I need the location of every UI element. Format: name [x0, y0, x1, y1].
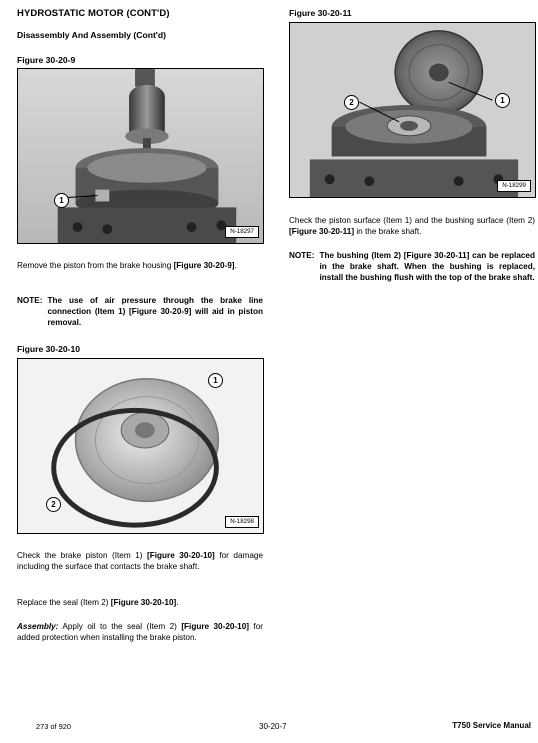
- figure-title-30-20-9: Figure 30-20-9: [17, 55, 76, 65]
- figure-title-30-20-10: Figure 30-20-10: [17, 344, 81, 354]
- paragraph-assembly: Assembly: Apply oil to the seal (Item 2) [Figure 30-20-10] for added protection when installing the brake piston.: [17, 622, 263, 642]
- callout-2: 2: [46, 497, 61, 512]
- manual-title: T750 Service Manual: [452, 721, 531, 730]
- note-air-pressure: NOTE: The use of air pressure through the brake line connection (Item 1) [Figure 30-20-9] will aid in piston removal.: [17, 296, 263, 327]
- paragraph-remove-piston: Remove the piston from the brake housing [Figure 30-20-9].: [17, 261, 237, 270]
- callout-2: 2: [344, 95, 359, 110]
- section-title: HYDROSTATIC MOTOR (CONT'D): [17, 8, 170, 19]
- figure-code: N-18297: [225, 226, 259, 238]
- callout-1: 1: [54, 193, 69, 208]
- paragraph-check-brake-piston: Check the brake piston (Item 1) [Figure 30-20-10] for damage including the surface that contacts the brake shaft.: [17, 551, 263, 571]
- page-number: 30-20-7: [259, 722, 287, 731]
- figure-code: N-18299: [497, 180, 531, 192]
- figure-code: N-18298: [225, 516, 259, 528]
- paragraph-replace-seal: Replace the seal (Item 2) [Figure 30-20-10].: [17, 598, 179, 607]
- paragraph-check-piston-surface: Check the piston surface (Item 1) and the bushing surface (Item 2) [Figure 30-20-11] in the brake shaft.: [289, 216, 535, 236]
- note-bushing: NOTE: The bushing (Item 2) [Figure 30-20-11] can be replaced in the brake shaft. When the bushing is replaced, install the bushing flush with the top of the brake shaft.: [289, 251, 535, 282]
- subsection-title: Disassembly And Assembly (Cont'd): [17, 30, 166, 40]
- callout-1: 1: [495, 93, 510, 108]
- page-count: 273 of 920: [36, 722, 71, 731]
- brake-shaft-image: [290, 23, 535, 197]
- figure-30-20-10-photo: [17, 358, 264, 534]
- figure-title-30-20-11: Figure 30-20-11: [289, 8, 352, 18]
- callout-1: 1: [208, 373, 223, 388]
- brake-housing-image: [18, 69, 263, 243]
- figure-30-20-11-photo: [289, 22, 536, 198]
- figure-30-20-9-photo: [17, 68, 264, 244]
